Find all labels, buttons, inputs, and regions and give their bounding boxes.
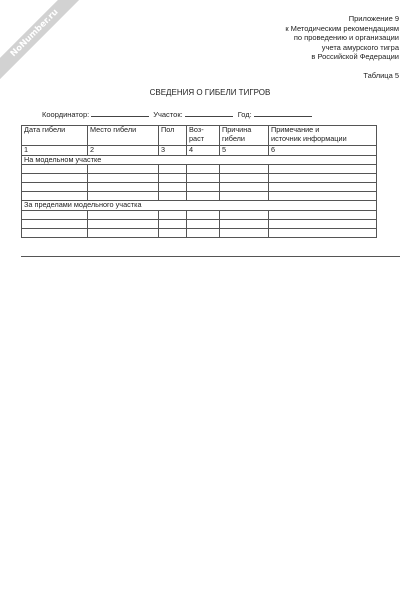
column-number: 4 — [187, 146, 220, 156]
appendix-line: учета амурского тигра — [321, 42, 399, 52]
column-number: 2 — [88, 146, 159, 156]
header-row — [22, 126, 377, 146]
header-cell: Место гибели — [88, 126, 159, 146]
appendix-line: Приложение 9 — [348, 14, 399, 23]
section-row-model-plot — [22, 155, 377, 165]
header-cell: Пол — [159, 126, 187, 146]
header-cell: Примечание и источник информации — [269, 126, 377, 146]
watermark-ribbon — [0, 0, 86, 85]
header-cell: Воз- раст — [187, 126, 220, 146]
page-divider — [21, 256, 400, 257]
column-number: 3 — [159, 146, 187, 156]
empty-row — [22, 192, 377, 201]
tiger-deaths-table — [21, 125, 377, 238]
coordinator-blank — [91, 108, 149, 117]
column-number: 5 — [220, 146, 269, 156]
appendix-line: по проведению и организации — [293, 33, 399, 43]
empty-row — [22, 174, 377, 183]
year-blank — [254, 108, 312, 117]
appendix-line: в Российской Федерации — [311, 52, 399, 62]
watermark-text: NoNumber.ru — [8, 7, 61, 60]
empty-row — [22, 210, 377, 219]
document-title: СВЕДЕНИЯ О ГИБЕЛИ ТИГРОВ — [149, 88, 271, 97]
header-fields — [42, 108, 324, 119]
section-label: На модельном участке — [22, 155, 377, 165]
plot-label: Участок: — [153, 110, 183, 119]
empty-row — [22, 183, 377, 192]
empty-row — [22, 228, 377, 237]
empty-row — [22, 219, 377, 228]
coordinator-label: Координатор: — [42, 110, 90, 119]
header-cell: Дата гибели — [22, 126, 88, 146]
appendix-note — [285, 14, 399, 62]
plot-blank — [185, 108, 233, 117]
column-number: 1 — [22, 146, 88, 156]
column-number: 6 — [269, 146, 377, 156]
column-number-row — [22, 146, 377, 156]
year-label: Год: — [237, 110, 252, 119]
section-row-outside-plot — [22, 201, 377, 211]
section-label: За пределами модельного участка — [22, 201, 377, 211]
header-cell: Причина гибели — [220, 126, 269, 146]
empty-row — [22, 165, 377, 174]
appendix-line: к Методическим рекомендациям — [285, 23, 399, 33]
table-number: Таблица 5 — [363, 71, 399, 80]
